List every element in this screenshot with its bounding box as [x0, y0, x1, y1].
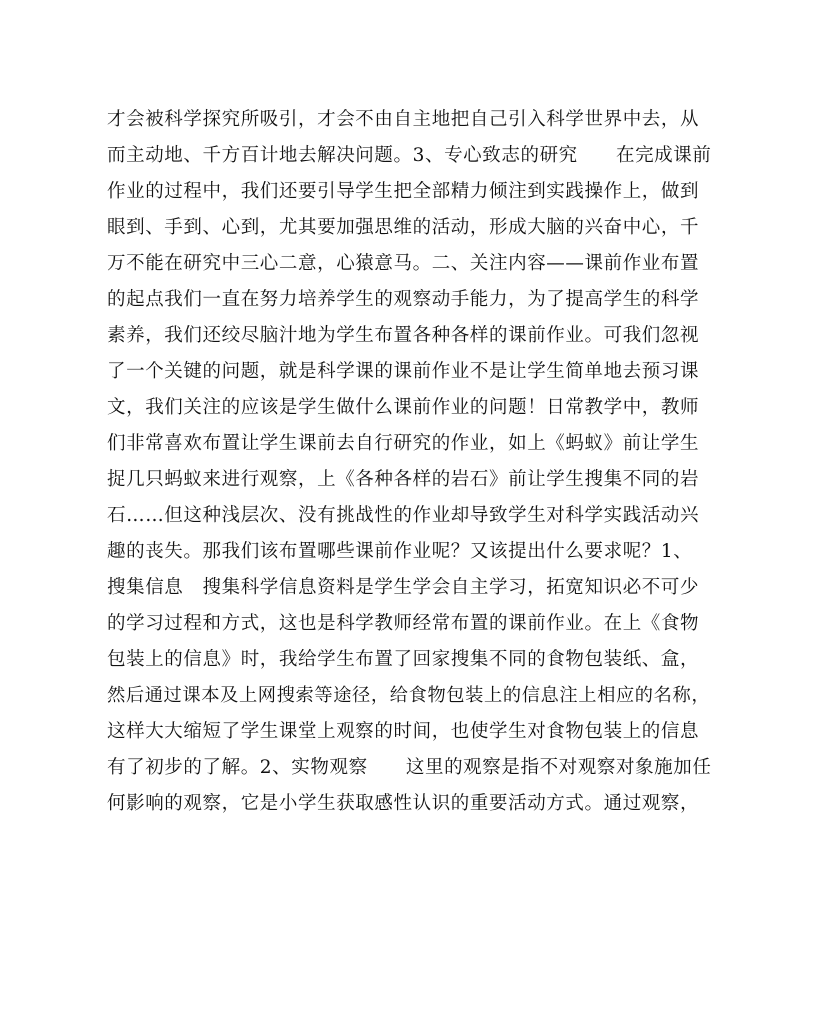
- text-line-20: 何影响的观察，它是小学生获取感性认识的重要活动方式。通过观察，: [107, 793, 700, 814]
- text-line-16: 包装上的信息》时，我给学生布置了回家搜集不同的食物包装纸、盒，: [107, 649, 700, 670]
- text-line-9: 文，我们关注的应该是学生做什么课前作业的问题！日常教学中，教师: [107, 397, 700, 418]
- text-line-7: 素养，我们还绞尽脑汁地为学生布置各种各样的课前作业。可我们忽视: [107, 325, 700, 346]
- text-line-4: 眼到、手到、心到，尤其要加强思维的活动，形成大脑的兴奋中心，千: [107, 217, 700, 238]
- text-line-12: 石……但这种浅层次、没有挑战性的作业却导致学生对科学实践活动兴: [107, 505, 700, 526]
- text-line-1: 才会被科学探究所吸引，才会不由自主地把自己引入科学世界中去，从: [107, 109, 700, 130]
- text-line-19: 有了初步的了解。2、实物观察 这里的观察是指不对观察对象施加任: [107, 757, 712, 778]
- text-line-2: 而主动地、千方百计地去解决问题。3、专心致志的研究 在完成课前: [107, 145, 712, 166]
- text-line-17: 然后通过课本及上网搜索等途径，给食物包装上的信息注上相应的名称，: [107, 685, 711, 706]
- text-line-5: 万不能在研究中三心二意，心猿意马。二、关注内容——课前作业布置: [107, 253, 700, 274]
- text-line-13: 趣的丧失。那我们该布置哪些课前作业呢？又该提出什么要求呢？1、: [107, 541, 693, 562]
- text-line-11: 捉几只蚂蚁来进行观察，上《各种各样的岩石》前让学生搜集不同的岩: [107, 469, 700, 490]
- text-line-3: 作业的过程中，我们还要引导学生把全部精力倾注到实践操作上，做到: [107, 181, 700, 202]
- text-line-8: 了一个关键的问题，就是科学课的课前作业不是让学生简单地去预习课: [107, 361, 700, 382]
- body-paragraph: [107, 102, 712, 822]
- text-line-6: 的起点我们一直在努力培养学生的观察动手能力，为了提高学生的科学: [107, 289, 700, 310]
- text-line-15: 的学习过程和方式，这也是科学教师经常布置的课前作业。在上《食物: [107, 613, 700, 634]
- text-line-18: 这样大大缩短了学生课堂上观察的时间，也使学生对食物包装上的信息: [107, 721, 700, 742]
- text-line-10: 们非常喜欢布置让学生课前去自行研究的作业，如上《蚂蚁》前让学生: [107, 433, 700, 454]
- text-line-14: 搜集信息 搜集科学信息资料是学生学会自主学习，拓宽知识必不可少: [107, 577, 700, 598]
